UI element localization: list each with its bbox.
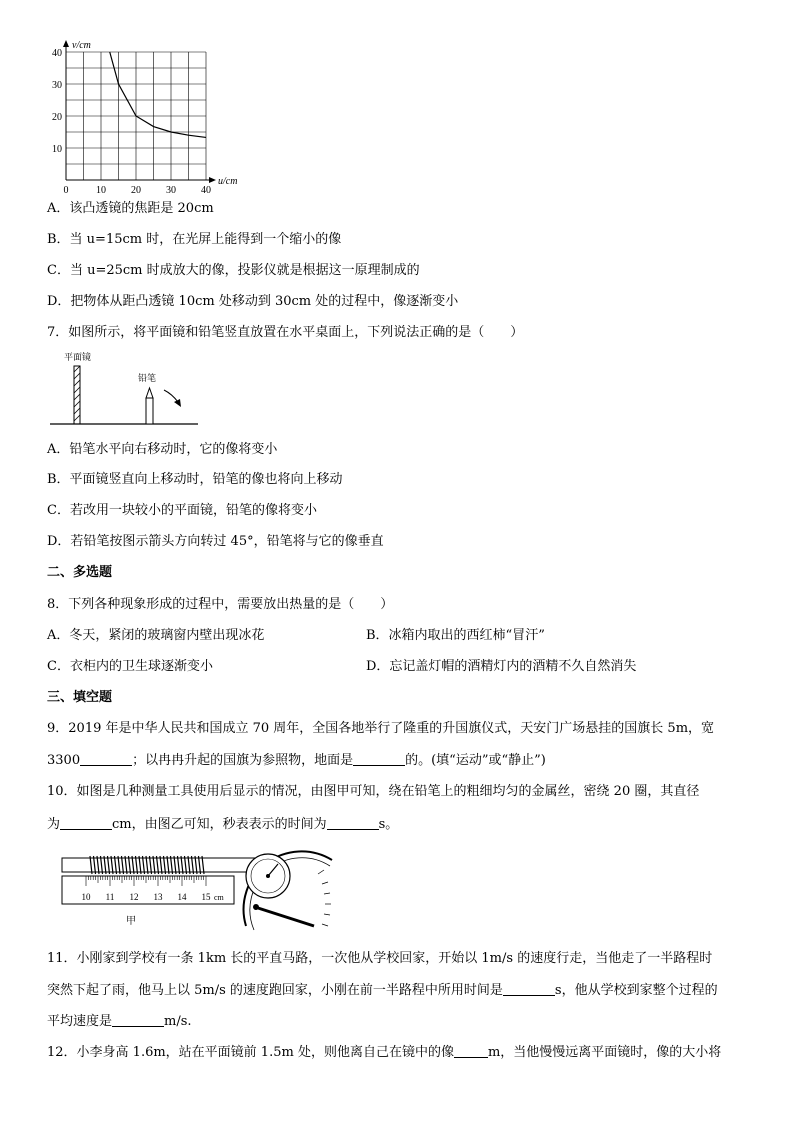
y-tick-label: 40 <box>52 48 62 59</box>
q9-blank-1[interactable] <box>80 751 132 766</box>
q11-text-c: 平均速度是 <box>47 1014 113 1029</box>
q11-text-a: 突然下起了雨，他马上以 5m/s 的速度跑回家，小刚在前一半路程中所用时间是 <box>47 983 503 998</box>
q7-option-a: A．铅笔水平向右移动时，它的像将变小 <box>47 442 278 457</box>
q9-line1: 9．2019 年是中华人民共和国成立 70 周年，全国各地举行了隆重的升国旗仪式，天安门广场悬挂的国旗长 5m，宽 <box>47 721 715 736</box>
x-axis-label: u/cm <box>218 176 238 187</box>
q11-line2 <box>47 981 718 1000</box>
ruler-tick-label: 13 <box>153 892 163 902</box>
rotation-arrow <box>164 390 178 402</box>
q6-option-b: B．当 u=15cm 时，在光屏上能得到一个缩小的像 <box>47 232 342 247</box>
q8-option-d: D．忘记盖灯帽的酒精灯内的酒精不久自然消失 <box>366 659 637 674</box>
arrow-head-icon <box>174 399 181 407</box>
q7-option-c: C．若改用一块较小的平面镜，铅笔的像将变小 <box>47 503 317 518</box>
q8-option-c: C．衣柜内的卫生球逐渐变小 <box>47 659 213 674</box>
q11-blank-2[interactable] <box>112 1012 164 1027</box>
ruler-tick-label: 12 <box>129 892 139 902</box>
q6-option-a: A．该凸透镜的焦距是 20cm <box>47 201 214 216</box>
q11-text-b: s，他从学校到家整个过程的 <box>554 983 718 998</box>
q10-text-b: cm，由图乙可知，秒表表示的时间为 <box>112 817 327 832</box>
curve-v <box>110 52 206 137</box>
q8-option-b: B．冰箱内取出的西红柿“冒汗” <box>366 628 545 643</box>
q12-blank-1[interactable] <box>454 1043 488 1058</box>
ruler-tick-label: 14 <box>177 892 187 902</box>
ruler-tick-label: 11 <box>105 892 115 902</box>
mirror-label: 平面镜 <box>64 352 92 362</box>
pencil <box>146 398 153 424</box>
q12-text-a: 12．小李身高 1.6m，站在平面镜前 1.5m 处，则他离自己在镜中的像 <box>47 1045 454 1060</box>
q8-stem: 8．下列各种现象形成的过程中，需要放出热量的是（ ） <box>47 597 394 612</box>
ruler-tick-label: 10 <box>81 892 91 902</box>
q10-text-c: s。 <box>378 817 399 832</box>
mirror-pencil-figure <box>46 348 206 432</box>
ruler-fig-label: 甲 <box>126 916 136 927</box>
y-tick-label: 30 <box>52 80 62 91</box>
q12-text-b: m，当他慢慢远离平面镜时，像的大小将 <box>487 1045 722 1060</box>
q7-option-d: D．若铅笔按图示箭头方向转过 45°，铅笔将与它的像垂直 <box>47 534 384 549</box>
ruler-unit: cm <box>214 893 224 902</box>
q9-line2 <box>47 751 546 770</box>
lens-graph <box>40 40 238 198</box>
pencil-label: 铅笔 <box>138 373 157 383</box>
q9-blank-2[interactable] <box>353 751 405 766</box>
y-tick-label: 20 <box>52 112 62 123</box>
q11-line1: 11．小刚家到学校有一条 1km 长的平直马路，一次他从学校回家，开始以 1m/s 的速度行走，当他走了一半路程时 <box>47 951 713 966</box>
section-multi-choice: 二、多选题 <box>47 565 113 580</box>
q8-option-a: A．冬天，紧闭的玻璃窗内壁出现冰花 <box>47 628 265 643</box>
q9-text-a: 3300 <box>47 753 81 768</box>
q7-option-b: B．平面镜竖直向上移动时，铅笔的像也将向上移动 <box>47 472 343 487</box>
x-tick-label: 40 <box>201 185 211 196</box>
q10-line2 <box>47 815 398 834</box>
q10-line1: 10．如图是几种测量工具使用后显示的情况，由图甲可知，绕在铅笔上的粗细均匀的金属丝，密绕 20 圈，其直径 <box>47 784 700 799</box>
q6-option-d: D．把物体从距凸透镜 10cm 处移动到 30cm 处的过程中，像逐渐变小 <box>47 294 459 309</box>
x-tick-label: 10 <box>96 185 106 196</box>
q11-text-d: m/s. <box>164 1014 192 1029</box>
q9-text-c: 的。(填“运动”或“静止”) <box>405 753 546 768</box>
y-axis-arrow-icon <box>63 40 69 47</box>
q6-option-c: C．当 u=25cm 时成放大的像，投影仪就是根据这一原理制成的 <box>47 263 420 278</box>
ruler-tick-label: 15 <box>201 892 211 902</box>
q9-text-b: ；以冉冉升起的国旗为参照物，地面是 <box>132 753 354 768</box>
q10-blank-2[interactable] <box>327 815 379 830</box>
q7-stem: 7．如图所示，将平面镜和铅笔竖直放置在水平桌面上，下列说法正确的是（ ） <box>47 325 524 340</box>
y-tick-label: 10 <box>52 144 62 155</box>
q10-blank-1[interactable] <box>60 815 112 830</box>
q11-line3 <box>47 1012 192 1031</box>
x-tick-label: 0 <box>63 185 69 196</box>
ruler-wire-figure <box>58 850 238 932</box>
q11-blank-1[interactable] <box>503 981 555 996</box>
stopwatch-figure <box>236 852 336 936</box>
q10-text-a: 为 <box>47 817 61 832</box>
y-axis-label: v/cm <box>72 40 91 51</box>
x-axis-arrow-icon <box>209 177 216 183</box>
q12-line1 <box>47 1043 721 1062</box>
section-fill-blank: 三、填空题 <box>47 690 113 705</box>
second-hand <box>258 908 314 926</box>
x-tick-label: 20 <box>131 185 141 196</box>
pencil-tip <box>146 388 153 398</box>
x-tick-label: 30 <box>166 185 176 196</box>
